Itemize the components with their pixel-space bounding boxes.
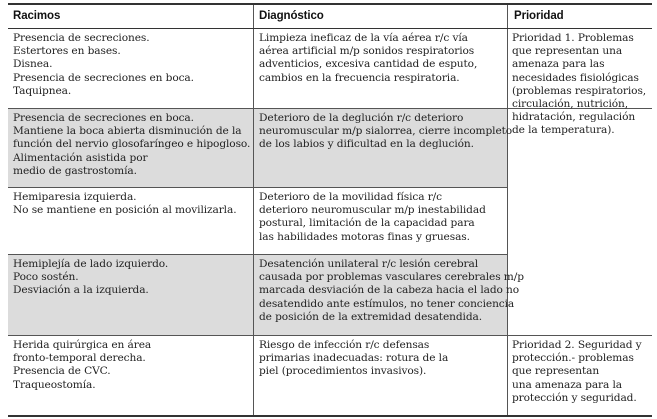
racimos-cell bbox=[8, 336, 254, 415]
table-row bbox=[8, 336, 652, 417]
diagnostico-line: postural, limitación de la capacidad para bbox=[259, 217, 475, 230]
prioridad-cell bbox=[508, 29, 652, 137]
racimos-cell bbox=[8, 255, 254, 335]
racimos-line: medio de gastrostomía. bbox=[13, 164, 137, 177]
diagnostico-line: Riesgo de infección r/c defensas bbox=[259, 339, 430, 351]
racimos-cell bbox=[8, 188, 254, 255]
racimos-line: Presencia de secreciones. bbox=[13, 32, 150, 44]
diagnostico-line: neuromuscular m/p sialorrea, cierre incompleto bbox=[259, 125, 513, 138]
diagnostico-cell bbox=[254, 255, 524, 335]
prioridad-cell-empty bbox=[508, 255, 652, 335]
racimos-line: Disnea. bbox=[13, 58, 53, 71]
racimos-line: Herida quirúrgica en área bbox=[13, 339, 152, 351]
racimos-line: Mantiene la boca abierta disminución de la bbox=[13, 125, 242, 138]
diagnostico-cell bbox=[254, 109, 513, 188]
prioridad-line: que representan bbox=[512, 365, 600, 378]
diagnostico-line: las habilidades motoras finas y gruesas. bbox=[259, 230, 470, 243]
header-prioridad: Prioridad bbox=[514, 10, 564, 22]
prioridad-line: necesidades fisiológicas bbox=[512, 71, 639, 84]
diagnostico-line: deterioro neuromuscular m/p inestabilidad bbox=[259, 204, 486, 217]
racimos-line: Presencia de secreciones en boca. bbox=[13, 112, 194, 124]
diagnostico-line: adventicios, excesiva cantidad de esputo, bbox=[259, 58, 478, 71]
diagnostico-cell bbox=[254, 29, 508, 108]
diagnostico-line: de posición de la extremidad desatendida. bbox=[259, 310, 482, 323]
prioridad-line: hidratación, regulación bbox=[512, 111, 636, 124]
racimos-line: Taquipnea. bbox=[13, 84, 72, 97]
header-racimos: Racimos bbox=[8, 5, 254, 28]
prioridad-line: protección.- problemas bbox=[512, 352, 634, 365]
diagnostico-cell bbox=[254, 188, 508, 255]
prioridad-line: Prioridad 1. Problemas bbox=[512, 32, 634, 44]
racimos-line: Desviación a la izquierda. bbox=[13, 284, 149, 297]
racimos-line: Estertores en bases. bbox=[13, 45, 121, 58]
header-diagnostico: Diagnóstico bbox=[254, 5, 508, 28]
diagnostico-cell bbox=[254, 336, 508, 415]
racimos-line: Poco sostén. bbox=[13, 271, 79, 284]
racimos-line: Alimentación asistida por bbox=[13, 151, 148, 164]
racimos-line: Traqueostomía. bbox=[13, 378, 96, 391]
racimos-line: Presencia de CVC. bbox=[13, 365, 111, 378]
diagnostico-line: Deterioro de la deglución r/c deterioro bbox=[259, 112, 464, 124]
prioridad-line: una amenaza para la bbox=[512, 378, 623, 391]
racimos-line: función del nervio glosofaríngeo e hipogloso. bbox=[13, 138, 251, 151]
racimos-line: Hemiplejía de lado izquierdo. bbox=[13, 258, 169, 270]
prioridad-cell-empty bbox=[508, 188, 652, 255]
racimos-cell bbox=[8, 109, 254, 188]
diagnostico-line: Limpieza ineficaz de la vía aérea r/c vía bbox=[259, 32, 468, 44]
diagnostico-line: Deterioro de la movilidad física r/c bbox=[259, 191, 442, 203]
racimos-cell bbox=[8, 29, 254, 108]
prioridad-line: circulación, nutrición, bbox=[512, 98, 629, 111]
racimos-line: Hemiparesia izquierda. bbox=[13, 191, 137, 203]
prioridad-line: Prioridad 2. Seguridad y bbox=[512, 339, 642, 351]
prioridad-line: que representan una bbox=[512, 45, 623, 58]
diagnostico-line: causada por problemas vasculares cerebrales m/p bbox=[259, 271, 524, 284]
diagnostico-line: aérea artificial m/p sonidos respiratorios bbox=[259, 45, 475, 58]
racimos-line: No se mantiene en posición al movilizarla. bbox=[13, 204, 237, 217]
diagnostico-line: cambios en la frecuencia respiratoria. bbox=[259, 71, 460, 84]
prioridad-line: protección y seguridad. bbox=[512, 391, 637, 404]
table-header-row bbox=[8, 5, 652, 29]
prioridad-line: de la temperatura). bbox=[512, 124, 615, 137]
nursing-diagnosis-table bbox=[8, 3, 652, 417]
racimos-line: fronto-temporal derecha. bbox=[13, 352, 146, 365]
diagnostico-line: de los labios y dificultad en la deglución. bbox=[259, 138, 474, 151]
prioridad-line: (problemas respiratorios, bbox=[512, 84, 647, 97]
diagnostico-line: desatendido ante estímulos, no tener conciencia bbox=[259, 297, 515, 310]
table-row bbox=[8, 255, 652, 336]
diagnostico-line: Desatención unilateral r/c lesión cerebral bbox=[259, 258, 479, 270]
racimos-line: Presencia de secreciones en boca. bbox=[13, 71, 194, 84]
diagnostico-line: primarias inadecuadas: rotura de la bbox=[259, 352, 449, 365]
table-row bbox=[8, 188, 652, 255]
prioridad-line: amenaza para las bbox=[512, 58, 605, 71]
prioridad-cell bbox=[508, 336, 652, 415]
diagnostico-line: piel (procedimientos invasivos). bbox=[259, 365, 427, 378]
diagnostico-line: marcada desviación de la cabeza hacia el lado no bbox=[259, 284, 520, 297]
